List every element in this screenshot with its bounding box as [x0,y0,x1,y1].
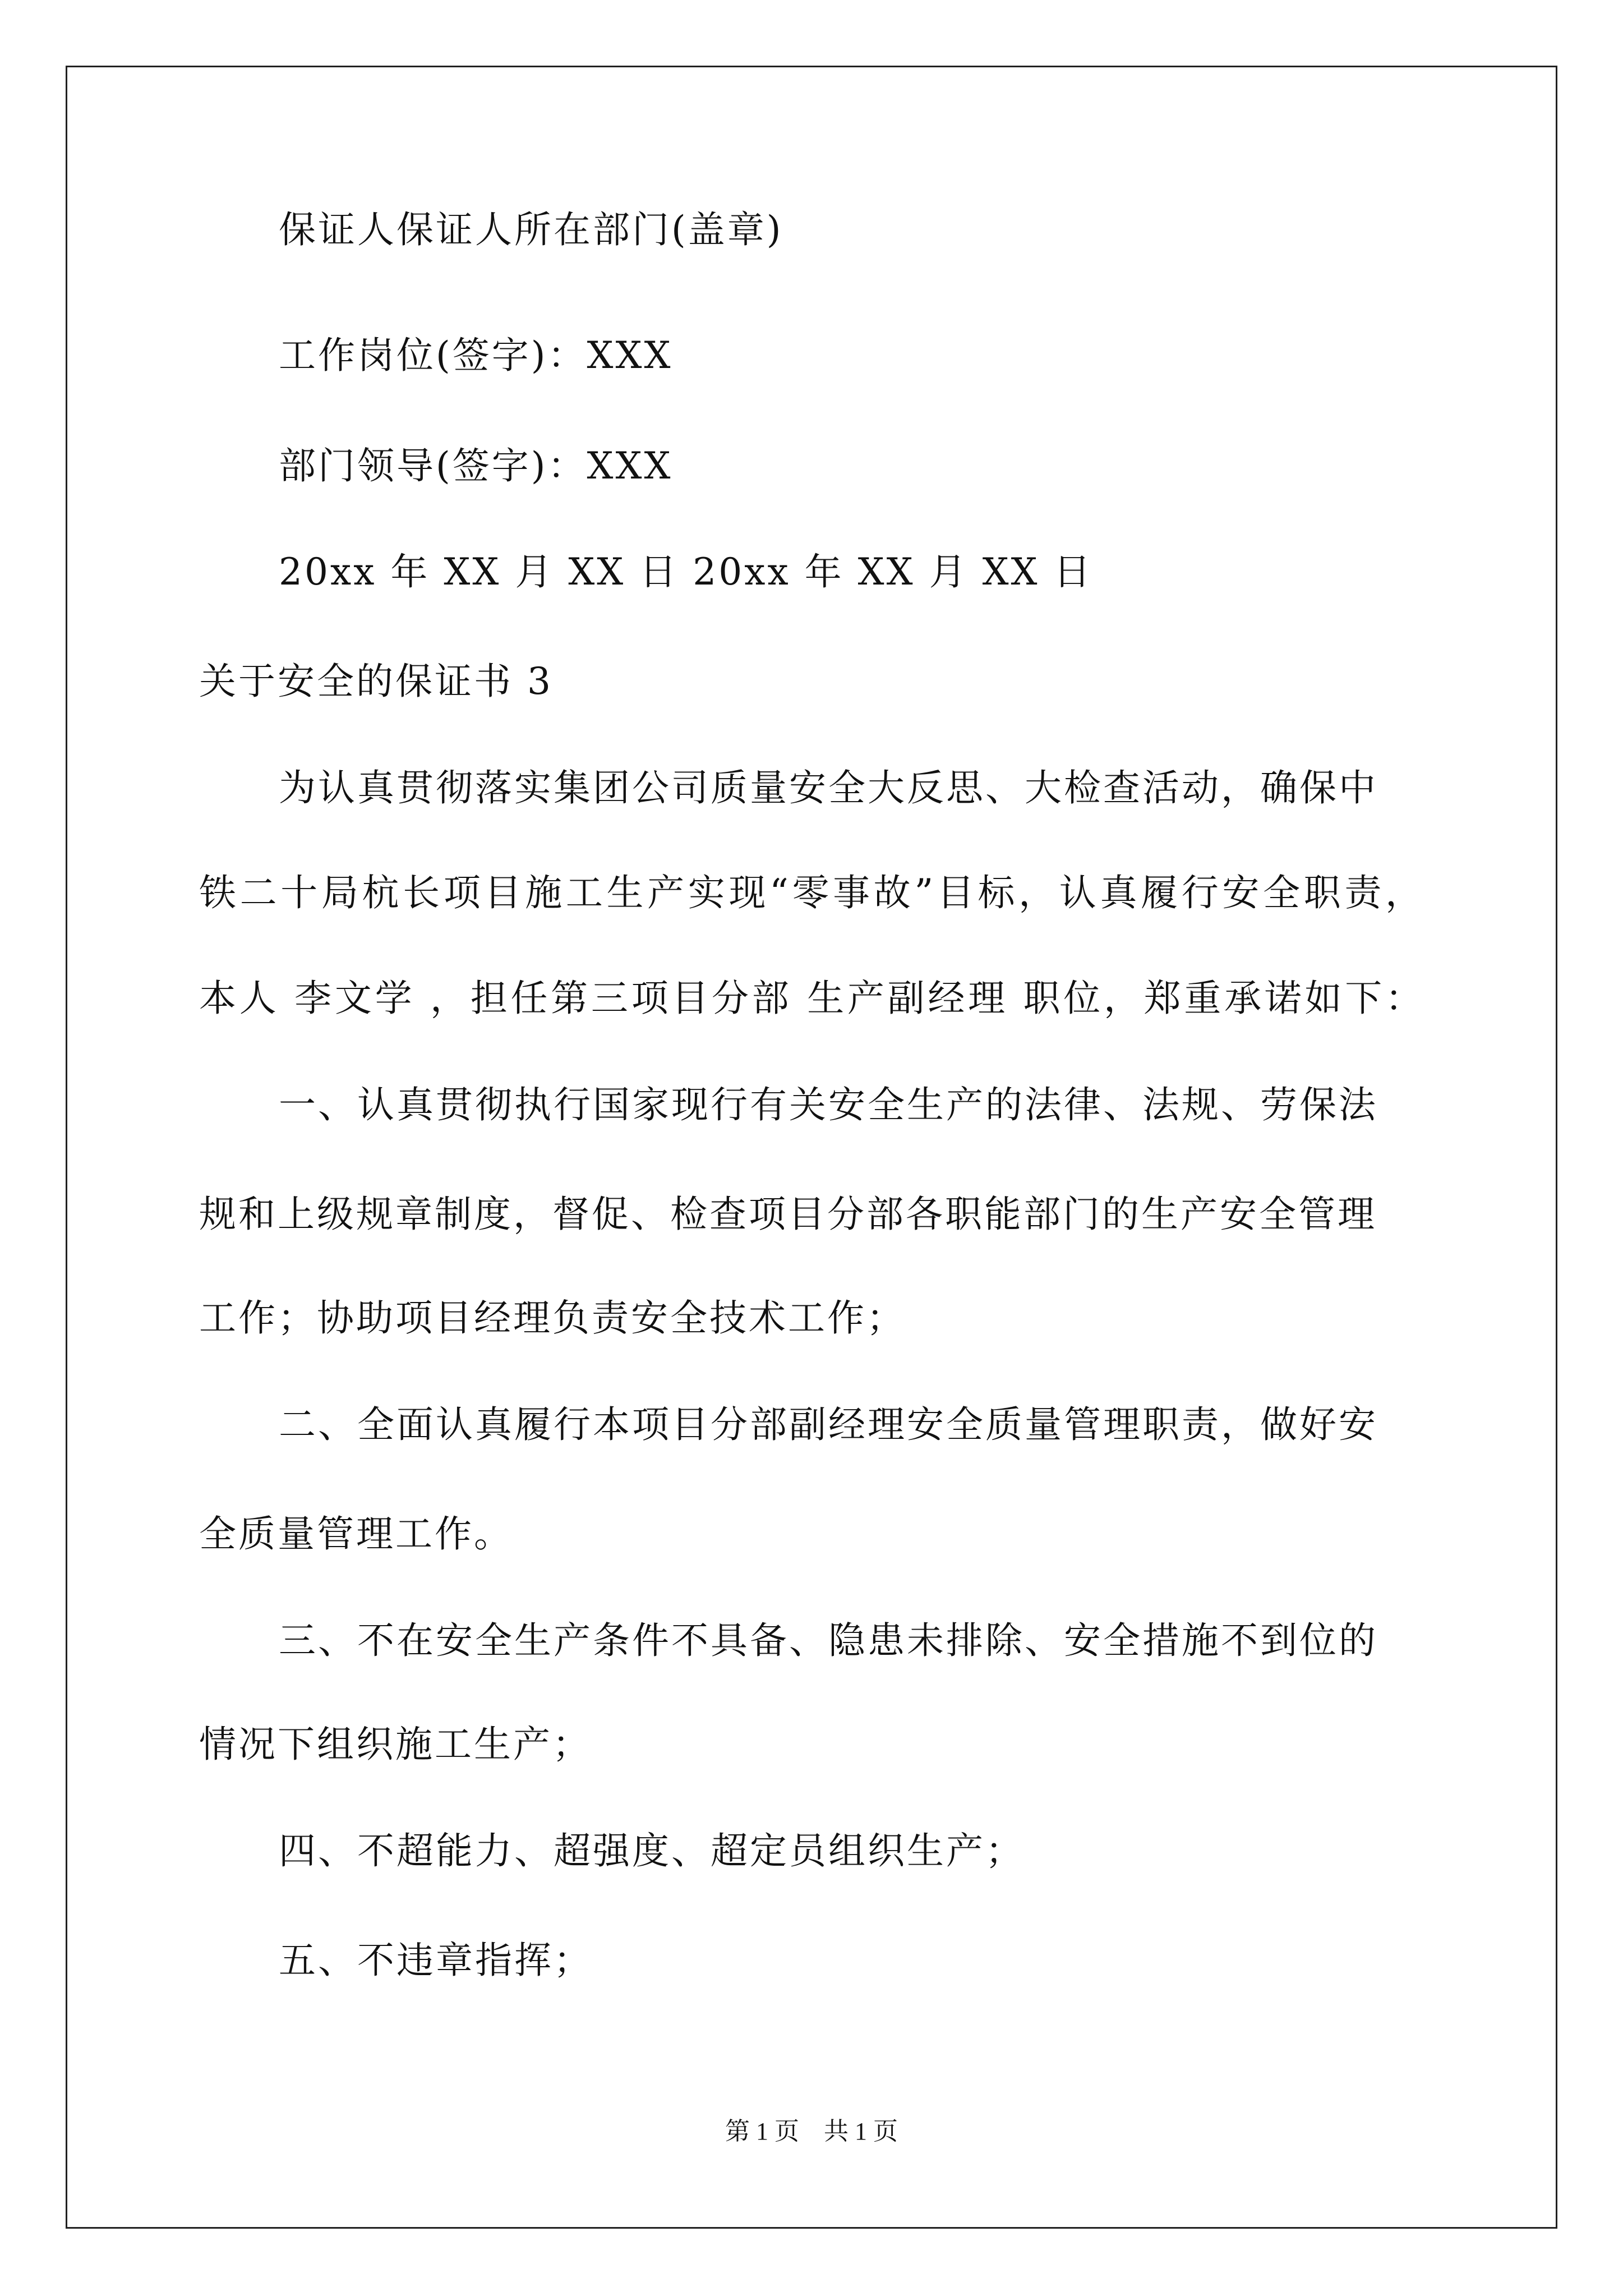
paragraph-line: 为认真贯彻落实集团公司质量安全大反思、大检查活动，确保中 [279,766,1378,809]
paragraph-line: 本人 李文学 ，担任第三项目分部 生产副经理 职位，郑重承诺如下： [199,977,1424,1020]
signature-leader-line: 部门领导(签字)：XXX [279,444,673,487]
signature-position-line: 工作岗位(签字)：XXX [279,334,673,377]
page-number-footer: 第 1 页 共 1 页 [725,2118,898,2145]
paragraph-line: 规和上级规章制度，督促、检查项目分部各职能部门的生产安全管理 [199,1193,1377,1236]
section-heading: 关于安全的保证书 3 [199,660,553,703]
paragraph-line: 全质量管理工作。 [199,1512,513,1556]
paragraph-line: 铁二十局杭长项目施工生产实现“零事故”目标，认真履行安全职责， [199,871,1424,914]
paragraph-line: 情况下组织施工生产； [199,1723,592,1766]
paragraph-line: 工作；协助项目经理负责安全技术工作； [199,1296,906,1340]
paragraph-line: 三、不在安全生产条件不具备、隐患未排除、安全措施不到位的 [279,1619,1378,1662]
signature-date-line: 20xx 年 XX 月 XX 日 20xx 年 XX 月 XX 日 [279,550,1093,593]
paragraph-line: 二、全面认真履行本项目分部副经理安全质量管理职责，做好安 [279,1403,1378,1446]
paragraph-line: 五、不违章指挥； [279,1939,593,1982]
paragraph-line: 四、不超能力、超强度、超定员组织生产； [279,1829,1025,1872]
page-border [66,66,1557,2229]
signature-department-line: 保证人保证人所在部门(盖章) [279,208,783,251]
paragraph-line: 一、认真贯彻执行国家现行有关安全生产的法律、法规、劳保法 [279,1083,1378,1126]
